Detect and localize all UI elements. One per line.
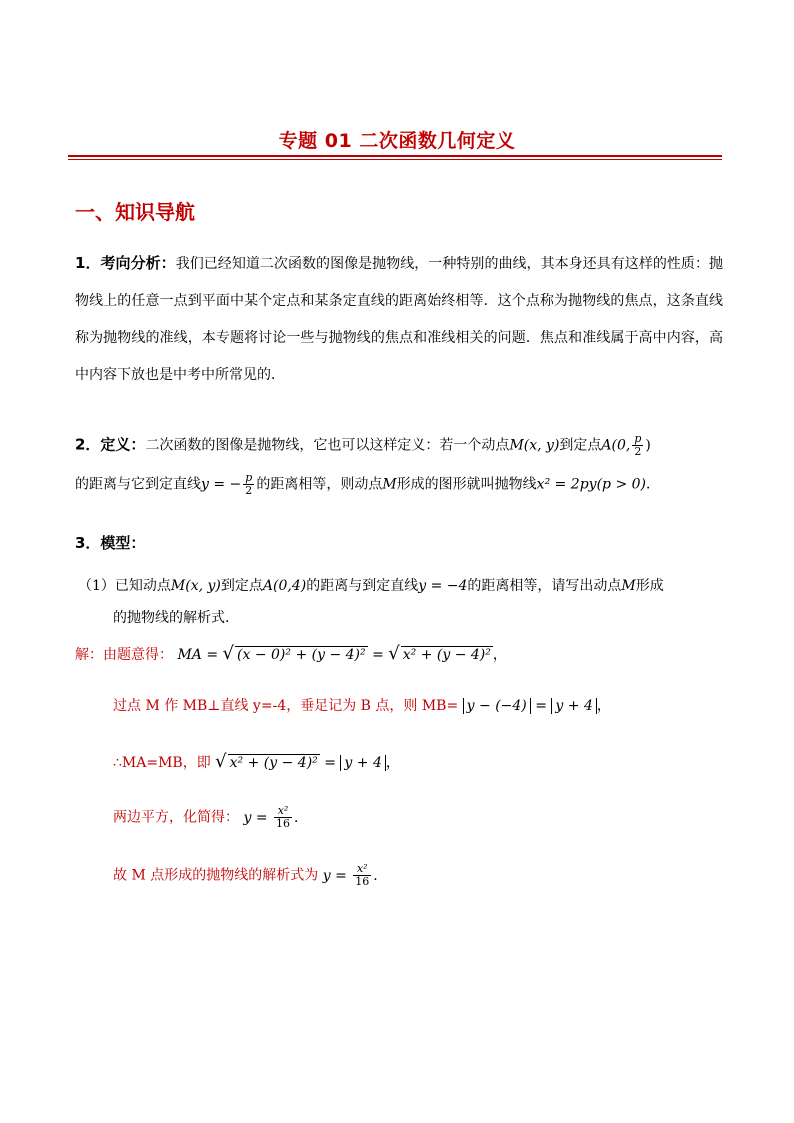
fraction-x2-over-16-final: $\frac{\text{x²}}{16}$ [355,862,370,888]
fraction-p-over-2: $\frac{p}{2}$ [634,432,642,458]
page-title: 专题 01 二次函数几何定义 [278,130,516,152]
question-line-1: （1）已知动点M(x, y)到定点A(0,4)的距离与到定直线y = −4的距离相等，请写出动点M形成 [78,578,664,594]
item-analysis [75,245,723,394]
solution-line-1: 解：由题意得： MA = √ (x − 0)² + (y − 4)² = √ x² + (y − 4)² ， [75,643,507,664]
section-heading: 一、知识导航 [75,200,195,224]
title-divider-thin [68,159,722,160]
title-divider [68,155,722,157]
solution-line-3: ∴MA=MB，即 √ x² + (y − 4)² = y + 4 ， [113,751,400,772]
question-line-2: 的抛物线的解析式． [113,610,239,626]
solution-line-5: 故 M 点形成的抛物线的解析式为 y = $\frac{\text{x²}}{16}$ ． [113,862,388,888]
solution-line-2: 过点 M 作 MB⊥直线 y=-4，垂足记为 B 点，则 MB= y − (−4) = y + 4 ， [113,698,611,714]
fraction-x2-over-16: $\frac{\text{x²}}{16}$ [276,804,290,830]
solution-label: 解： [75,647,103,663]
definition-line-2: 的距离与它到定直线y = − $\frac{p}{2}$ 的距离相等，则动点M形成的图形就叫抛物线x² = 2py(p > 0)． [75,471,661,497]
solution-line-4: 两边平方，化简得： y = $\frac{\text{x²}}{16}$ ． [113,804,308,830]
model-heading: 3．模型： [75,534,146,552]
fraction-p-over-2-line: $\frac{p}{2}$ [245,471,253,497]
item-analysis-label: 1．考向分析： [75,254,176,272]
definition-label: 2．定义： [75,435,146,454]
item-analysis-text: 我们已经知道二次函数的图像是抛物线，一种特别的曲线，其本身还具有这样的性质：抛物线上的任意一点到平面中某个定点和某条定直线的距离始终相等．这个点称为抛物线的焦点，这条直线称为抛物线的准线，本专题将讨论一些与抛物线的焦点和准线相关的问题．焦点和准线属于高中内容，高中内容下放也是中考中所常见的． [75,256,723,383]
definition-line-1: 2．定义：二次函数的图像是抛物线，它也可以这样定义：若一个动点M(x, y)到定点A(0, $\frac{p}{2}$ ) [75,432,651,458]
